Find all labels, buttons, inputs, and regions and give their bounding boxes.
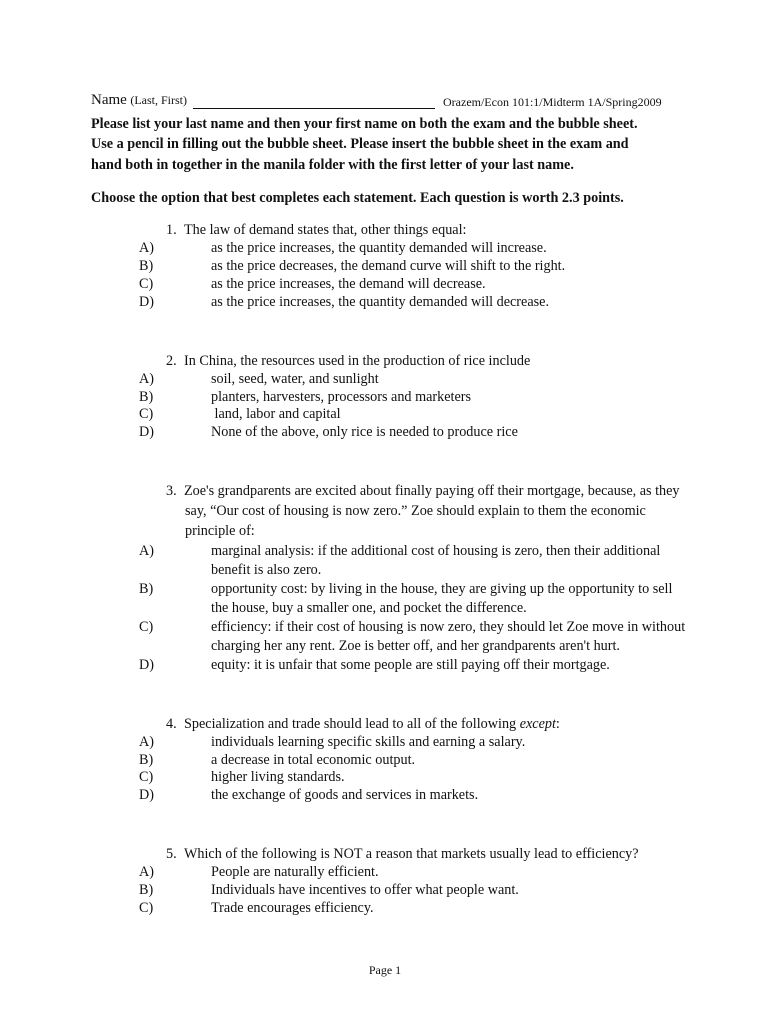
name-label: Name (Last, First) — [91, 92, 187, 108]
option-text: opportunity cost: by living in the house, they are giving up the opportunity to sell — [211, 581, 673, 597]
option-text: planters, harvesters, processors and marketers — [211, 389, 472, 405]
option-text-cont: the house, buy a smaller one, and pocket the difference. — [211, 600, 527, 616]
option-letter: D) — [139, 424, 154, 440]
name-blank-line — [193, 108, 435, 109]
question-stem: 3. Zoe's grandparents are excited about finally paying off their mortgage, because, as they — [166, 483, 680, 499]
option-letter: D) — [139, 657, 154, 673]
choose-instruction: Choose the option that best completes each statement. Each question is worth 2.3 points. — [91, 190, 624, 206]
page-number: Page 1 — [368, 963, 402, 977]
question-stem: 4. Specialization and trade should lead to all of the following except: — [166, 716, 560, 732]
option-letter: A) — [139, 734, 154, 750]
question-stem-cont: say, “Our cost of housing is now zero.” Zoe should explain to them the economic — [185, 503, 646, 519]
option-letter: A) — [139, 240, 154, 256]
option-letter: C) — [139, 900, 154, 916]
option-letter: B) — [139, 258, 154, 274]
question-stem: 5. Which of the following is NOT a reason that markets usually lead to efficiency? — [166, 846, 639, 862]
instruction-line-1: Please list your last name and then your first name on both the exam and the bubble sheet. — [91, 116, 638, 132]
option-text: None of the above, only rice is needed to produce rice — [211, 424, 518, 440]
option-text: efficiency: if their cost of housing is now zero, they should let Zoe move in without — [211, 619, 686, 635]
option-letter: C) — [139, 619, 154, 635]
option-text: as the price increases, the demand will decrease. — [211, 276, 486, 292]
option-letter: C) — [139, 406, 154, 422]
option-letter: C) — [139, 276, 154, 292]
option-text: individuals learning specific skills and earning a salary. — [211, 734, 526, 750]
instruction-line-2: Use a pencil in filling out the bubble sheet. Please insert the bubble sheet in the exam and — [91, 136, 629, 152]
question-stem-cont: principle of: — [185, 523, 255, 539]
option-text: a decrease in total economic output. — [211, 752, 416, 768]
option-letter: D) — [139, 787, 154, 803]
option-letter: C) — [139, 769, 154, 785]
header-line — [91, 92, 691, 112]
option-text-cont: benefit is also zero. — [211, 562, 322, 578]
option-text: higher living standards. — [211, 769, 345, 785]
option-text: land, labor and capital — [211, 406, 341, 422]
option-letter: A) — [139, 543, 154, 559]
option-text: soil, seed, water, and sunlight — [211, 371, 379, 387]
instruction-line-3: hand both in together in the manila folder with the first letter of your last name. — [91, 157, 574, 173]
option-text: as the price increases, the quantity demanded will increase. — [211, 240, 547, 256]
option-letter: A) — [139, 864, 154, 880]
question-stem: 2. In China, the resources used in the production of rice include — [166, 353, 531, 369]
option-text: equity: it is unfair that some people are still paying off their mortgage. — [211, 657, 610, 673]
course-info: Orazem/Econ 101:1/Midterm 1A/Spring2009 — [443, 95, 662, 109]
question-stem: 1. The law of demand states that, other things equal: — [166, 222, 467, 238]
option-text: as the price increases, the quantity demanded will decrease. — [211, 294, 549, 310]
option-text: Individuals have incentives to offer what people want. — [211, 882, 519, 898]
option-letter: B) — [139, 389, 154, 405]
option-text: as the price decreases, the demand curve will shift to the right. — [211, 258, 566, 274]
option-text: People are naturally efficient. — [211, 864, 379, 880]
option-letter: B) — [139, 581, 154, 597]
option-text: Trade encourages efficiency. — [211, 900, 374, 916]
option-text: the exchange of goods and services in markets. — [211, 787, 479, 803]
option-letter: D) — [139, 294, 154, 310]
option-text: marginal analysis: if the additional cost of housing is zero, then their additional — [211, 543, 661, 559]
option-letter: B) — [139, 752, 154, 768]
option-text-cont: charging her any rent. Zoe is better off, and her grandparents aren't hurt. — [211, 638, 620, 654]
option-letter: B) — [139, 882, 154, 898]
option-letter: A) — [139, 371, 154, 387]
